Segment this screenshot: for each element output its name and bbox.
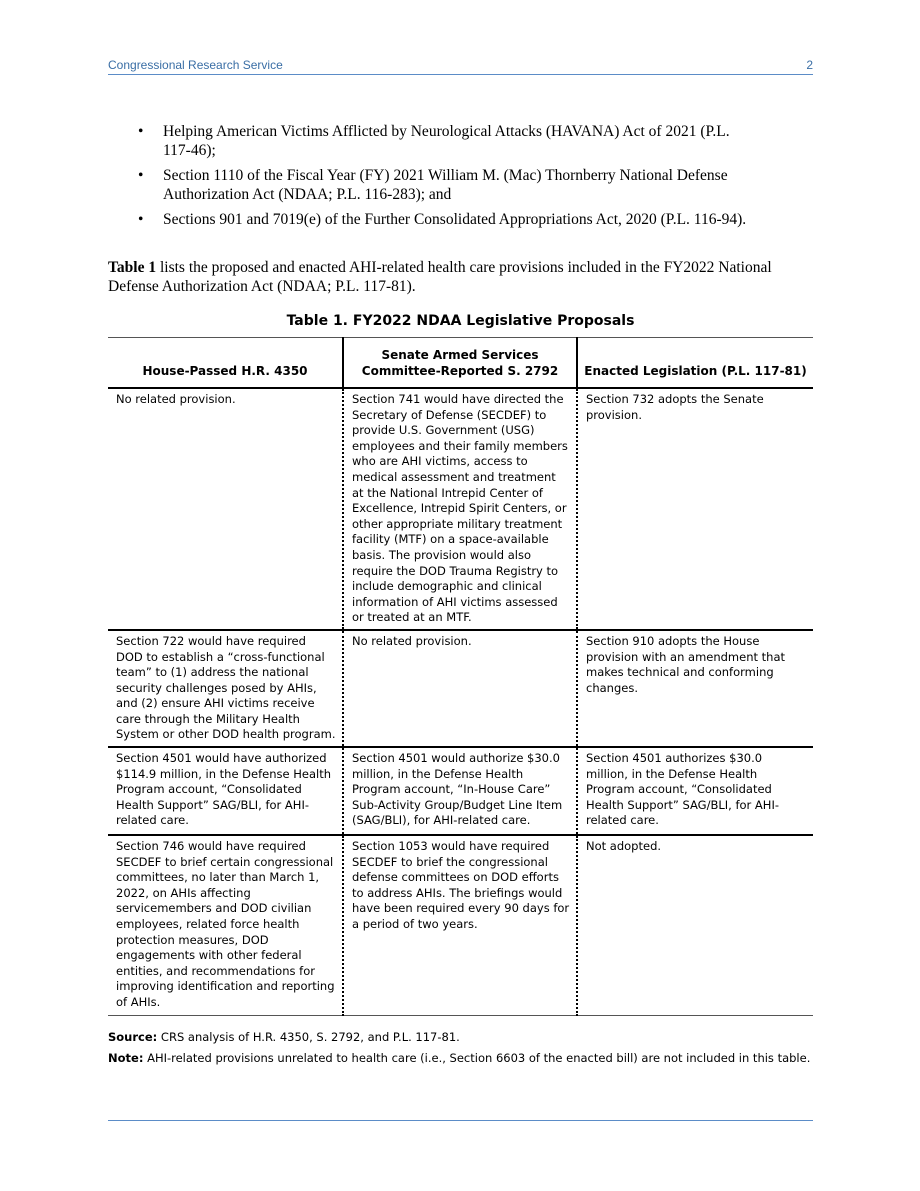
bullet-text: Section 1110 of the Fiscal Year (FY) 2021 William M. (Mac) Thornberry National Defense Authorization Act (NDAA; P.L. 116-283); and xyxy=(163,167,728,203)
bullet-item xyxy=(108,210,748,229)
column-header-enacted: Enacted Legislation (P.L. 117-81) xyxy=(577,338,813,389)
table-cell: Section 4501 would authorize $30.0 million, in the Defense Health Program account, “In-House Care” Sub-Activity Group/Budget Line Item (SAG/BLI), for AHI-related care. xyxy=(343,747,577,835)
bullet-dot-icon: • xyxy=(138,211,144,228)
bullet-item xyxy=(108,122,748,160)
note-text: AHI-related provisions unrelated to health care (i.e., Section 6603 of the enacted bill) are not included in this table. xyxy=(143,1051,811,1065)
table-cell: Section 4501 would have authorized $114.9 million, in the Defense Health Program account, “Consolidated Health Support” SAG/BLI, for AHI-related care. xyxy=(108,747,343,835)
table-cell: No related provision. xyxy=(343,630,577,747)
table-header-row xyxy=(108,338,813,389)
header-org-name: Congressional Research Service xyxy=(108,58,283,72)
intro-paragraph xyxy=(108,258,778,296)
bullet-item xyxy=(108,166,748,204)
table-cell: No related provision. xyxy=(108,388,343,630)
provisions-table xyxy=(108,337,813,1016)
table-cell: Section 910 adopts the House provision with an amendment that makes technical and conforming changes. xyxy=(577,630,813,747)
table-cell: Section 722 would have required DOD to establish a “cross-functional team” to (1) address the national security challenges posed by AHIs, and (2) ensure AHI victims receive care through the Military Health System or other DOD health program. xyxy=(108,630,343,747)
page-header xyxy=(108,58,813,75)
bullet-dot-icon: • xyxy=(138,123,144,140)
bullet-list xyxy=(108,122,748,235)
source-text: CRS analysis of H.R. 4350, S. 2792, and P.L. 117-81. xyxy=(157,1030,460,1044)
column-header-house: House-Passed H.R. 4350 xyxy=(108,338,343,389)
table-cell: Section 746 would have required SECDEF to brief certain congressional committees, no later than March 1, 2022, on AHIs affecting servicemembers and DOD civilian employees, related force health protection measures, DOD engagements with other federal entities, and recommendations for improving identification and reporting of AHIs. xyxy=(108,835,343,1015)
page-number: 2 xyxy=(806,58,813,72)
table-row xyxy=(108,835,813,1015)
intro-text: lists the proposed and enacted AHI-related health care provisions included in the FY2022 National Defense Authorization Act (NDAA; P.L. 117-81). xyxy=(108,259,772,295)
column-header-senate: Senate Armed Services Committee-Reported S. 2792 xyxy=(343,338,577,389)
note-label: Note: xyxy=(108,1051,144,1065)
bullet-dot-icon: • xyxy=(138,167,144,184)
page-footer-rule xyxy=(108,1120,813,1121)
table-note xyxy=(108,1051,810,1065)
table-row xyxy=(108,747,813,835)
table-cell: Section 4501 authorizes $30.0 million, in the Defense Health Program account, “Consolidated Health Support” SAG/BLI, for AHI-related care. xyxy=(577,747,813,835)
bullet-text: Sections 901 and 7019(e) of the Further Consolidated Appropriations Act, 2020 (P.L. 116-94). xyxy=(163,211,747,228)
table-reference: Table 1 xyxy=(108,259,157,276)
table-cell: Not adopted. xyxy=(577,835,813,1015)
table-title: Table 1. FY2022 NDAA Legislative Proposals xyxy=(286,313,635,329)
table-row xyxy=(108,388,813,630)
table-cell: Section 741 would have directed the Secretary of Defense (SECDEF) to provide U.S. Government (USG) employees and their family members who are AHI victims, access to medical assessment and treatment at the National Intrepid Center of Excellence, Intrepid Spirit Centers, or other appropriate military treatment facility (MTF) on a space-available basis. The provision would also require the DOD Trauma Registry to include demographic and clinical information of AHI victims assessed or treated at an MTF. xyxy=(343,388,577,630)
table-row xyxy=(108,630,813,747)
table-source xyxy=(108,1030,460,1044)
source-label: Source: xyxy=(108,1030,158,1044)
table-cell: Section 1053 would have required SECDEF to brief the congressional defense committees on DOD efforts to address AHIs. The briefings would have been required every 90 days for a period of two years. xyxy=(343,835,577,1015)
table-cell: Section 732 adopts the Senate provision. xyxy=(577,388,813,630)
bullet-text: Helping American Victims Afflicted by Neurological Attacks (HAVANA) Act of 2021 (P.L. 117-46); xyxy=(163,123,730,159)
